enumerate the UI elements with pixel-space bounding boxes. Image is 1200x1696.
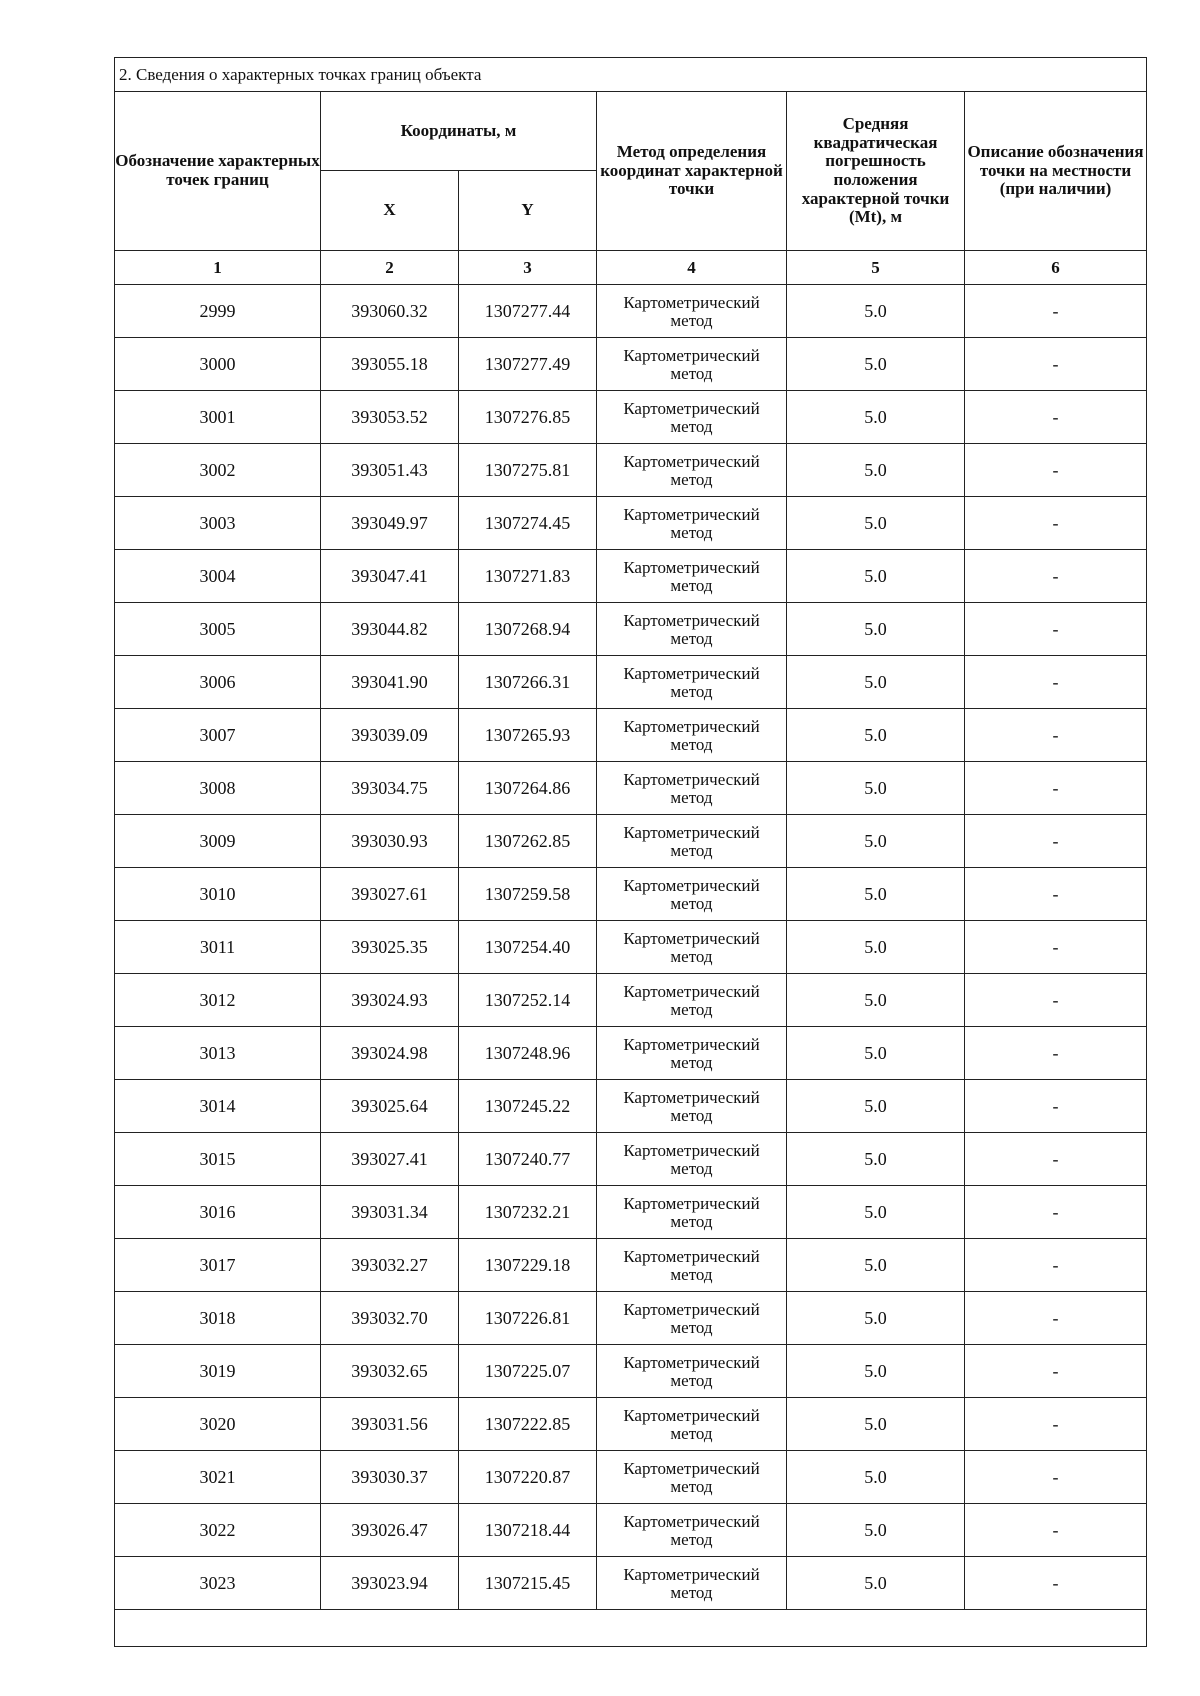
method-cell: [597, 656, 787, 709]
y-coordinate-cell: 1307276.85: [459, 391, 597, 444]
section-title-row: [115, 58, 1147, 92]
point-id-cell: 3019: [115, 1345, 321, 1398]
x-coordinate-cell: 393027.61: [321, 868, 459, 921]
description-cell: -: [965, 1133, 1147, 1186]
x-coordinate-cell: 393025.35: [321, 921, 459, 974]
x-coordinate-cell: 393034.75: [321, 762, 459, 815]
x-coordinate-cell: 393047.41: [321, 550, 459, 603]
method-line-1: Картометрический: [623, 1565, 760, 1585]
error-cell: 5.0: [787, 1080, 965, 1133]
table-row: [115, 1292, 1147, 1345]
description-cell: -: [965, 762, 1147, 815]
method-line-2: метод: [670, 1371, 713, 1390]
table-row: [115, 550, 1147, 603]
method-line-2: метод: [670, 1477, 713, 1496]
point-id-cell: 2999: [115, 285, 321, 338]
description-cell: -: [965, 444, 1147, 497]
description-cell: -: [965, 1186, 1147, 1239]
x-coordinate-cell: 393031.56: [321, 1398, 459, 1451]
header-row-1: [115, 92, 1147, 171]
description-cell: -: [965, 1080, 1147, 1133]
method-line-1: Картометрический: [623, 982, 760, 1002]
method-line-1: Картометрический: [623, 1088, 760, 1108]
y-coordinate-cell: 1307265.93: [459, 709, 597, 762]
y-coordinate-cell: 1307226.81: [459, 1292, 597, 1345]
method-line-2: метод: [670, 576, 713, 595]
empty-footer-row: [115, 1610, 1147, 1647]
method-line-2: метод: [670, 894, 713, 913]
y-coordinate-cell: 1307222.85: [459, 1398, 597, 1451]
x-coordinate-cell: 393039.09: [321, 709, 459, 762]
table-row: [115, 1027, 1147, 1080]
x-coordinate-cell: 393053.52: [321, 391, 459, 444]
table-row: [115, 1133, 1147, 1186]
method-line-1: Картометрический: [623, 717, 760, 737]
error-cell: 5.0: [787, 444, 965, 497]
method-line-2: метод: [670, 523, 713, 542]
method-line-1: Картометрический: [623, 1459, 760, 1479]
error-cell: 5.0: [787, 497, 965, 550]
table-row: [115, 391, 1147, 444]
point-id-cell: 3000: [115, 338, 321, 391]
column-number: 2: [321, 251, 459, 285]
error-cell: 5.0: [787, 656, 965, 709]
method-cell: [597, 603, 787, 656]
method-line-2: метод: [670, 1053, 713, 1072]
method-line-2: метод: [670, 470, 713, 489]
table-row: [115, 444, 1147, 497]
point-id-cell: 3008: [115, 762, 321, 815]
error-cell: 5.0: [787, 1451, 965, 1504]
x-coordinate-cell: 393031.34: [321, 1186, 459, 1239]
header-point: Обозначение характерных точек границ: [115, 92, 321, 251]
error-cell: 5.0: [787, 1398, 965, 1451]
table-row: [115, 868, 1147, 921]
table-row: [115, 1345, 1147, 1398]
error-cell: 5.0: [787, 550, 965, 603]
x-coordinate-cell: 393024.93: [321, 974, 459, 1027]
x-coordinate-cell: 393032.70: [321, 1292, 459, 1345]
y-coordinate-cell: 1307248.96: [459, 1027, 597, 1080]
column-number: 1: [115, 251, 321, 285]
error-cell: 5.0: [787, 1504, 965, 1557]
method-line-2: метод: [670, 682, 713, 701]
description-cell: -: [965, 391, 1147, 444]
description-cell: -: [965, 1504, 1147, 1557]
description-cell: -: [965, 1292, 1147, 1345]
point-id-cell: 3015: [115, 1133, 321, 1186]
method-line-2: метод: [670, 364, 713, 383]
method-line-1: Картометрический: [623, 1247, 760, 1267]
y-coordinate-cell: 1307274.45: [459, 497, 597, 550]
description-cell: -: [965, 974, 1147, 1027]
column-number: 5: [787, 251, 965, 285]
error-cell: 5.0: [787, 868, 965, 921]
y-coordinate-cell: 1307220.87: [459, 1451, 597, 1504]
x-coordinate-cell: 393024.98: [321, 1027, 459, 1080]
y-coordinate-cell: 1307262.85: [459, 815, 597, 868]
error-cell: 5.0: [787, 974, 965, 1027]
method-cell: [597, 762, 787, 815]
method-line-1: Картометрический: [623, 399, 760, 419]
error-cell: 5.0: [787, 762, 965, 815]
description-cell: -: [965, 1557, 1147, 1610]
header-method: Метод определения координат характерной точки: [597, 92, 787, 251]
point-id-cell: 3020: [115, 1398, 321, 1451]
method-cell: [597, 1186, 787, 1239]
document-page: [114, 57, 1146, 1647]
table-row: [115, 497, 1147, 550]
method-line-1: Картометрический: [623, 1035, 760, 1055]
method-cell: [597, 1292, 787, 1345]
method-line-1: Картометрический: [623, 346, 760, 366]
description-cell: -: [965, 709, 1147, 762]
x-coordinate-cell: 393025.64: [321, 1080, 459, 1133]
method-cell: [597, 1133, 787, 1186]
header-coords: Координаты, м: [321, 92, 597, 171]
method-cell: [597, 550, 787, 603]
method-cell: [597, 1345, 787, 1398]
method-cell: [597, 1080, 787, 1133]
y-coordinate-cell: 1307277.44: [459, 285, 597, 338]
y-coordinate-cell: 1307225.07: [459, 1345, 597, 1398]
point-id-cell: 3018: [115, 1292, 321, 1345]
method-line-2: метод: [670, 1583, 713, 1602]
description-cell: -: [965, 868, 1147, 921]
method-line-2: метод: [670, 1106, 713, 1125]
header-error: Средняя квадратическая погрешность положения характерной точки (Mt), м: [787, 92, 965, 251]
error-cell: 5.0: [787, 338, 965, 391]
method-cell: [597, 1504, 787, 1557]
point-id-cell: 3007: [115, 709, 321, 762]
method-cell: [597, 497, 787, 550]
table-row: [115, 1398, 1147, 1451]
x-coordinate-cell: 393023.94: [321, 1557, 459, 1610]
x-coordinate-cell: 393027.41: [321, 1133, 459, 1186]
method-cell: [597, 1557, 787, 1610]
method-line-1: Картометрический: [623, 558, 760, 578]
point-id-cell: 3022: [115, 1504, 321, 1557]
method-line-2: метод: [670, 417, 713, 436]
table-row: [115, 1557, 1147, 1610]
method-cell: [597, 1027, 787, 1080]
y-coordinate-cell: 1307240.77: [459, 1133, 597, 1186]
header-y: Y: [459, 171, 597, 251]
column-number: 6: [965, 251, 1147, 285]
y-coordinate-cell: 1307266.31: [459, 656, 597, 709]
error-cell: 5.0: [787, 1027, 965, 1080]
table-row: [115, 974, 1147, 1027]
x-coordinate-cell: 393041.90: [321, 656, 459, 709]
error-cell: 5.0: [787, 709, 965, 762]
table-row: [115, 815, 1147, 868]
y-coordinate-cell: 1307229.18: [459, 1239, 597, 1292]
method-line-1: Картометрический: [623, 876, 760, 896]
point-id-cell: 3010: [115, 868, 321, 921]
x-coordinate-cell: 393049.97: [321, 497, 459, 550]
method-line-2: метод: [670, 735, 713, 754]
description-cell: -: [965, 550, 1147, 603]
x-coordinate-cell: 393044.82: [321, 603, 459, 656]
y-coordinate-cell: 1307245.22: [459, 1080, 597, 1133]
x-coordinate-cell: 393055.18: [321, 338, 459, 391]
x-coordinate-cell: 393030.93: [321, 815, 459, 868]
method-line-2: метод: [670, 947, 713, 966]
method-line-2: метод: [670, 1424, 713, 1443]
table-row: [115, 338, 1147, 391]
y-coordinate-cell: 1307254.40: [459, 921, 597, 974]
table-row: [115, 603, 1147, 656]
column-number: 4: [597, 251, 787, 285]
point-id-cell: 3011: [115, 921, 321, 974]
y-coordinate-cell: 1307218.44: [459, 1504, 597, 1557]
method-line-2: метод: [670, 1530, 713, 1549]
y-coordinate-cell: 1307232.21: [459, 1186, 597, 1239]
point-id-cell: 3001: [115, 391, 321, 444]
method-cell: [597, 868, 787, 921]
method-line-2: метод: [670, 629, 713, 648]
table-row: [115, 709, 1147, 762]
method-line-1: Картометрический: [623, 1512, 760, 1532]
method-line-1: Картометрический: [623, 1141, 760, 1161]
table-row: [115, 921, 1147, 974]
error-cell: 5.0: [787, 391, 965, 444]
description-cell: -: [965, 1398, 1147, 1451]
method-line-1: Картометрический: [623, 1300, 760, 1320]
table-row: [115, 1451, 1147, 1504]
description-cell: -: [965, 1345, 1147, 1398]
description-cell: -: [965, 1239, 1147, 1292]
point-id-cell: 3012: [115, 974, 321, 1027]
column-number: 3: [459, 251, 597, 285]
header-description: Описание обозначения точки на местности (при наличии): [965, 92, 1147, 251]
method-cell: [597, 709, 787, 762]
method-line-2: метод: [670, 1212, 713, 1231]
description-cell: -: [965, 1451, 1147, 1504]
method-line-1: Картометрический: [623, 611, 760, 631]
point-id-cell: 3017: [115, 1239, 321, 1292]
point-id-cell: 3003: [115, 497, 321, 550]
method-line-1: Картометрический: [623, 823, 760, 843]
method-line-1: Картометрический: [623, 1353, 760, 1373]
method-line-2: метод: [670, 841, 713, 860]
description-cell: -: [965, 603, 1147, 656]
table-row: [115, 656, 1147, 709]
method-line-1: Картометрический: [623, 929, 760, 949]
boundary-points-table: [114, 57, 1147, 1647]
table-row: [115, 762, 1147, 815]
x-coordinate-cell: 393060.32: [321, 285, 459, 338]
y-coordinate-cell: 1307268.94: [459, 603, 597, 656]
header-x: X: [321, 171, 459, 251]
description-cell: -: [965, 338, 1147, 391]
point-id-cell: 3014: [115, 1080, 321, 1133]
method-cell: [597, 1239, 787, 1292]
method-cell: [597, 338, 787, 391]
method-line-2: метод: [670, 311, 713, 330]
method-line-1: Картометрический: [623, 293, 760, 313]
error-cell: 5.0: [787, 1239, 965, 1292]
description-cell: -: [965, 497, 1147, 550]
description-cell: -: [965, 285, 1147, 338]
point-id-cell: 3013: [115, 1027, 321, 1080]
table-row: [115, 1504, 1147, 1557]
method-line-1: Картометрический: [623, 1194, 760, 1214]
point-id-cell: 3002: [115, 444, 321, 497]
table-row: [115, 285, 1147, 338]
y-coordinate-cell: 1307215.45: [459, 1557, 597, 1610]
section-title: 2. Сведения о характерных точках границ объекта: [115, 58, 1147, 92]
method-cell: [597, 1451, 787, 1504]
method-cell: [597, 444, 787, 497]
table-row: [115, 1239, 1147, 1292]
method-line-2: метод: [670, 788, 713, 807]
method-line-1: Картометрический: [623, 770, 760, 790]
description-cell: -: [965, 1027, 1147, 1080]
point-id-cell: 3006: [115, 656, 321, 709]
description-cell: -: [965, 815, 1147, 868]
method-line-2: метод: [670, 1318, 713, 1337]
x-coordinate-cell: 393032.27: [321, 1239, 459, 1292]
point-id-cell: 3023: [115, 1557, 321, 1610]
error-cell: 5.0: [787, 603, 965, 656]
column-number-row: [115, 251, 1147, 285]
method-cell: [597, 1398, 787, 1451]
error-cell: 5.0: [787, 921, 965, 974]
y-coordinate-cell: 1307264.86: [459, 762, 597, 815]
y-coordinate-cell: 1307275.81: [459, 444, 597, 497]
error-cell: 5.0: [787, 1345, 965, 1398]
point-id-cell: 3021: [115, 1451, 321, 1504]
point-id-cell: 3004: [115, 550, 321, 603]
table-row: [115, 1186, 1147, 1239]
method-cell: [597, 391, 787, 444]
method-line-2: метод: [670, 1000, 713, 1019]
y-coordinate-cell: 1307277.49: [459, 338, 597, 391]
method-line-1: Картометрический: [623, 664, 760, 684]
x-coordinate-cell: 393030.37: [321, 1451, 459, 1504]
y-coordinate-cell: 1307271.83: [459, 550, 597, 603]
method-line-1: Картометрический: [623, 452, 760, 472]
error-cell: 5.0: [787, 1557, 965, 1610]
method-cell: [597, 285, 787, 338]
x-coordinate-cell: 393051.43: [321, 444, 459, 497]
y-coordinate-cell: 1307252.14: [459, 974, 597, 1027]
method-cell: [597, 974, 787, 1027]
point-id-cell: 3016: [115, 1186, 321, 1239]
method-line-2: метод: [670, 1159, 713, 1178]
y-coordinate-cell: 1307259.58: [459, 868, 597, 921]
description-cell: -: [965, 656, 1147, 709]
method-line-2: метод: [670, 1265, 713, 1284]
error-cell: 5.0: [787, 285, 965, 338]
description-cell: -: [965, 921, 1147, 974]
table-row: [115, 1080, 1147, 1133]
error-cell: 5.0: [787, 1133, 965, 1186]
method-cell: [597, 921, 787, 974]
error-cell: 5.0: [787, 815, 965, 868]
error-cell: 5.0: [787, 1186, 965, 1239]
x-coordinate-cell: 393026.47: [321, 1504, 459, 1557]
x-coordinate-cell: 393032.65: [321, 1345, 459, 1398]
point-id-cell: 3009: [115, 815, 321, 868]
error-cell: 5.0: [787, 1292, 965, 1345]
method-line-1: Картометрический: [623, 1406, 760, 1426]
method-line-1: Картометрический: [623, 505, 760, 525]
empty-footer-cell: [115, 1610, 1147, 1647]
point-id-cell: 3005: [115, 603, 321, 656]
method-cell: [597, 815, 787, 868]
